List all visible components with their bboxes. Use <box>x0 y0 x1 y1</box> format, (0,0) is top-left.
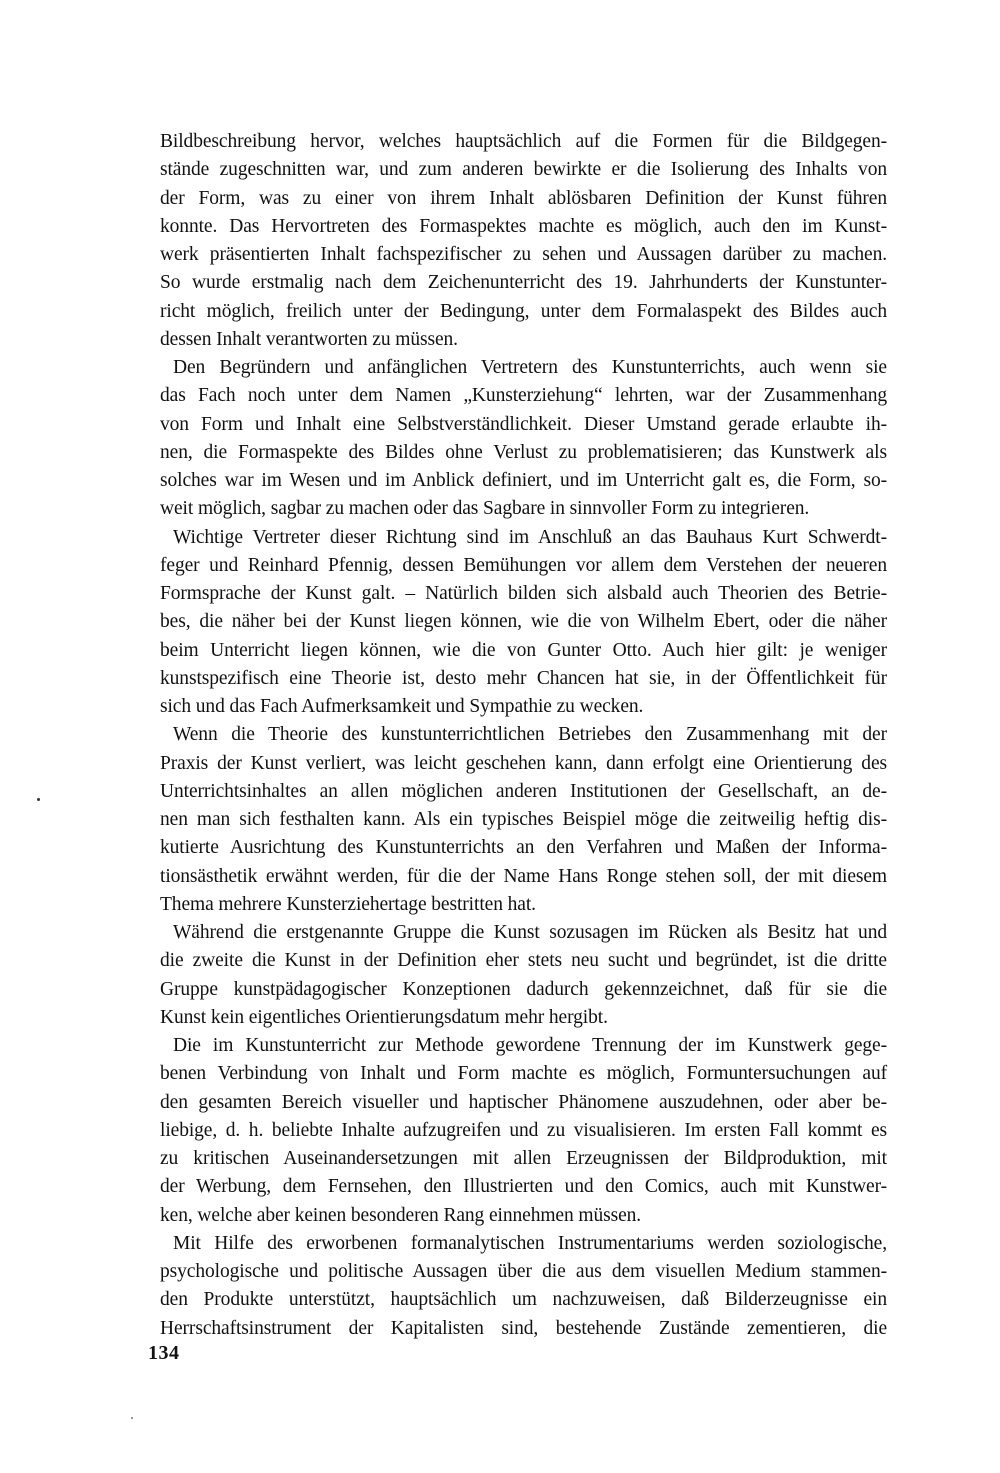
text-line: Unterrichtsinhaltes an allen möglichen anderen Institutionen der Gesellschaft, an de- <box>160 780 887 802</box>
text-line: solches war im Wesen und im Anblick definiert, und im Unterricht galt es, die Form, so- <box>160 470 887 491</box>
text-line: beim Unterricht liegen können, wie die von Gunter Otto. Auch hier gilt: je weniger <box>160 639 887 661</box>
scan-speck <box>131 1417 133 1419</box>
text-line: nen man sich festhalten kann. Als ein typisches Beispiel möge die zeitweilig heftig dis- <box>160 809 887 830</box>
text-line: Während die erstgenannte Gruppe die Kunst sozusagen im Rücken als Besitz hat und <box>173 922 887 943</box>
text-line: kutierte Ausrichtung des Kunstunterrichts an den Verfahren und Maßen der Informa- <box>160 837 887 859</box>
text-line: Wenn die Theorie des kunstunterrichtlichen Betriebes den Zusammenhang mit der <box>173 724 887 746</box>
text-line: konnte. Das Hervortreten des Formaspektes machte es möglich, auch den im Kunst- <box>160 215 887 237</box>
text-line: kunstspezifisch eine Theorie ist, desto mehr Chancen hat sie, in der Öffentlichkeit für <box>160 667 887 689</box>
text-line: das Fach noch unter dem Namen „Kunsterziehung“ lehrten, war der Zusammenhang <box>160 385 887 407</box>
text-line: der Werbung, dem Fernsehen, den Illustrierten und den Comics, auch mit Kunstwer- <box>160 1176 887 1198</box>
text-line: psychologische und politische Aussagen über die aus dem visuellen Medium stammen- <box>160 1261 887 1282</box>
scan-speck <box>37 798 40 801</box>
body-text <box>160 128 887 1343</box>
text-line: Bildbeschreibung hervor, welches hauptsächlich auf die Formen für die Bildgegen- <box>160 131 887 152</box>
text-line: Gruppe kunstpädagogischer Konzeptionen dadurch gekennzeichnet, daß für sie die <box>160 978 887 1000</box>
text-line: Formsprache der Kunst galt. – Natürlich bilden sich alsbald auch Theorien des Betrie- <box>160 583 887 604</box>
text-line: Kunst kein eigentliches Orientierungsdatum mehr hergibt. <box>160 1006 608 1028</box>
text-line: So wurde erstmalig nach dem Zeichenunterricht des 19. Jahrhunderts der Kunstunter- <box>160 272 887 294</box>
text-line: feger und Reinhard Pfennig, dessen Bemühungen vor allem dem Verstehen der neueren <box>160 554 887 576</box>
text-line: zu kritischen Auseinandersetzungen mit allen Erzeugnissen der Bildproduktion, mit <box>160 1148 887 1169</box>
text-line: den Produkte unterstützt, hauptsächlich um nachzuweisen, daß Bilderzeugnisse ein <box>160 1289 887 1311</box>
text-line: ken, welche aber keinen besonderen Rang einnehmen müssen. <box>160 1204 642 1226</box>
text-line: richt möglich, freilich unter der Bedingung, unter dem Formalaspekt des Bildes auch <box>160 300 887 322</box>
text-line: Praxis der Kunst verliert, was leicht geschehen kann, dann erfolgt eine Orientierung des <box>160 752 887 774</box>
page-number: 134 <box>148 1342 180 1364</box>
text-line: tionsästhetik erwähnt werden, für die der Name Hans Ronge stehen soll, der mit diesem <box>160 865 887 887</box>
text-line: sich und das Fach Aufmerksamkeit und Sympathie zu wecken. <box>160 696 644 717</box>
text-line: werk präsentierten Inhalt fachspezifischer zu sehen und Aussagen darüber zu machen. <box>160 244 887 265</box>
text-line: weit möglich, sagbar zu machen oder das Sagbare in sinnvoller Form zu integrieren. <box>160 498 810 520</box>
text-line: benen Verbindung von Inhalt und Form machte es möglich, Formuntersuchungen auf <box>160 1063 887 1085</box>
text-line: Herrschaftsinstrument der Kapitalisten sind, bestehende Zustände zementieren, die <box>160 1317 887 1339</box>
text-line: die zweite die Kunst in der Definition eher stets neu sucht und begründet, ist die dritte <box>160 950 887 972</box>
text-line: nen, die Formaspekte des Bildes ohne Verlust zu problematisieren; das Kunstwerk als <box>160 441 887 463</box>
text-line: bes, die näher bei der Kunst liegen können, wie die von Wilhelm Ebert, oder die näher <box>160 611 887 633</box>
text-line: der Form, was zu einer von ihrem Inhalt ablösbaren Definition der Kunst führen <box>160 187 887 209</box>
text-line: liebige, d. h. beliebte Inhalte aufzugreifen und zu visualisieren. Im ersten Fall kommt es <box>160 1119 887 1141</box>
text-line: Thema mehrere Kunsterziehertage bestritten hat. <box>160 893 536 915</box>
text-line: von Form und Inhalt eine Selbstverständlichkeit. Dieser Umstand gerade erlaubte ih- <box>160 413 887 435</box>
text-line: Die im Kunstunterricht zur Methode gewordene Trennung der im Kunstwerk gege- <box>173 1035 887 1056</box>
text-line: Den Begründern und anfänglichen Vertretern des Kunstunterrichts, auch wenn sie <box>173 357 887 378</box>
text-line: dessen Inhalt verantworten zu müssen. <box>160 328 458 350</box>
text-line: Mit Hilfe des erworbenen formanalytischen Instrumentariums werden soziologische, <box>173 1232 887 1254</box>
text-line: stände zugeschnitten war, und zum anderen bewirkte er die Isolierung des Inhalts von <box>160 159 887 181</box>
text-line: den gesamten Bereich visueller und haptischer Phänomene auszudehnen, oder aber be- <box>160 1091 887 1113</box>
text-line: Wichtige Vertreter dieser Richtung sind im Anschluß an das Bauhaus Kurt Schwerdt- <box>173 526 887 548</box>
